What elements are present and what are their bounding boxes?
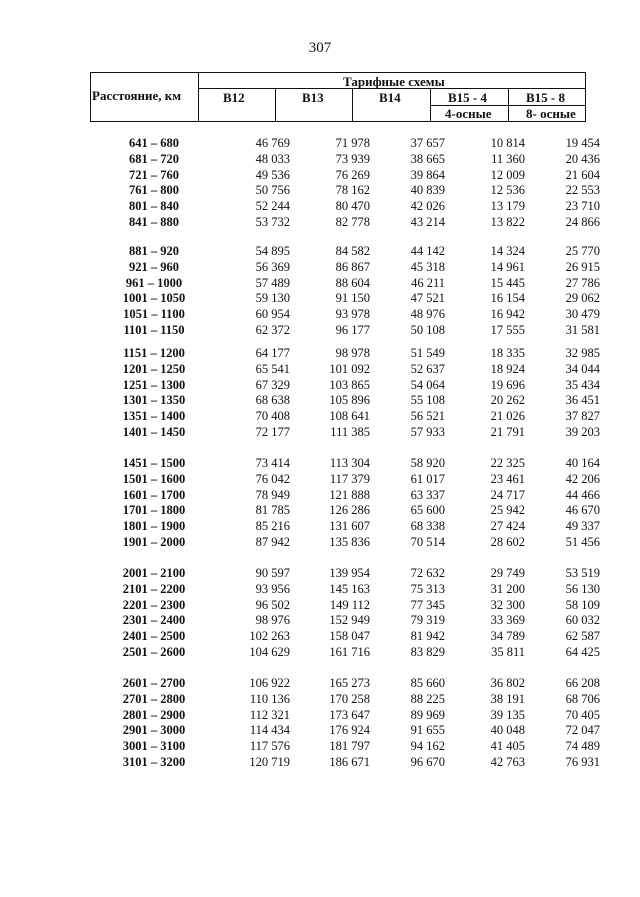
b14-cell: 43 214 [410, 214, 445, 229]
distance-cell: 1201 – 1250 [122, 361, 186, 376]
b12-cell: 106 922 [249, 676, 290, 690]
distance-cell: 2301 – 2400 [122, 613, 186, 628]
b12-cell: 54 895 [255, 244, 290, 258]
b15-8-cell: 23 710 [565, 199, 600, 214]
b12-cell: 93 956 [255, 581, 290, 596]
b12-cell: 70 408 [255, 409, 290, 424]
b14-cell: 68 338 [410, 519, 445, 534]
b14-cell: 54 064 [410, 377, 445, 392]
table-row [90, 613, 600, 629]
b12-cell: 57 489 [255, 275, 290, 290]
b14-cell: 81 942 [410, 629, 445, 644]
b15-4-cell: 24 717 [490, 487, 525, 502]
b15-4-cell: 14 961 [490, 259, 525, 274]
table-row [90, 307, 600, 323]
table-row [90, 183, 600, 199]
b13-cell: 161 716 [329, 644, 370, 659]
b15-4-cell: 12 536 [490, 183, 525, 198]
b15-8-cell: 31 581 [565, 322, 600, 337]
distance-cell: 681 – 720 [129, 151, 179, 166]
b15-4-cell: 10 814 [490, 136, 525, 150]
table-row [90, 456, 600, 472]
b15-8-cell: 21 604 [565, 167, 600, 182]
table-row [90, 346, 600, 362]
distance-cell: 3101 – 3200 [122, 754, 186, 769]
table-row [90, 152, 600, 168]
b14-cell: 47 521 [410, 291, 445, 306]
distance-cell: 1901 – 2000 [122, 534, 186, 549]
table-row [90, 723, 600, 739]
b15-4-cell: 33 369 [490, 613, 525, 628]
b14-cell: 63 337 [410, 487, 445, 502]
distance-cell: 2101 – 2200 [122, 581, 186, 596]
b12-cell: 104 629 [249, 644, 290, 659]
b15-8-cell: 66 208 [565, 676, 600, 690]
distance-cell: 1051 – 1100 [123, 307, 185, 322]
table-row [90, 708, 600, 724]
table-row [90, 566, 600, 582]
b13-cell: 158 047 [329, 629, 370, 644]
distance-cell: 2901 – 3000 [122, 723, 186, 738]
b13-cell: 82 778 [335, 214, 370, 229]
distance-cell: 841 – 880 [129, 214, 179, 229]
table-row [90, 260, 600, 276]
b15-8-cell: 35 434 [565, 377, 600, 392]
b15-4-cell: 35 811 [491, 644, 525, 659]
b12-cell: 98 976 [255, 613, 290, 628]
b15-8-cell: 44 466 [565, 487, 600, 502]
b15-4-cell: 18 924 [490, 361, 525, 376]
b13-header: В13 [302, 90, 324, 105]
table-row [90, 692, 600, 708]
b15-4-cell: 21 026 [490, 409, 525, 424]
b15-4-subheader: 4-осные [445, 106, 492, 121]
b15-8-cell: 25 770 [565, 244, 600, 258]
b12-cell: 49 536 [255, 167, 290, 182]
b15-8-cell: 49 337 [565, 519, 600, 534]
distance-cell: 641 – 680 [129, 136, 179, 150]
b15-4-cell: 40 048 [490, 723, 525, 738]
b15-4-cell: 34 789 [490, 629, 525, 644]
table-row [90, 168, 600, 184]
b15-8-cell: 29 062 [565, 291, 600, 306]
b13-cell: 149 112 [329, 597, 370, 612]
b12-cell: 60 954 [255, 307, 290, 322]
distance-cell: 1601 – 1700 [122, 487, 186, 502]
b15-4-cell: 28 602 [490, 534, 525, 549]
b14-cell: 77 345 [410, 597, 445, 612]
b15-4-cell: 20 262 [490, 393, 525, 408]
b13-cell: 131 607 [329, 519, 370, 534]
table-row [90, 244, 600, 260]
b15-8-header: В15 - 8 [526, 90, 565, 105]
b15-4-cell: 17 555 [490, 322, 525, 337]
distance-cell: 2701 – 2800 [122, 691, 186, 706]
b14-cell: 52 637 [410, 361, 445, 376]
b15-8-cell: 51 456 [565, 534, 600, 549]
distance-cell: 721 – 760 [129, 167, 179, 182]
b14-cell: 94 162 [410, 739, 445, 754]
b14-cell: 55 108 [410, 393, 445, 408]
b12-cell: 102 263 [249, 629, 290, 644]
b15-4-cell: 11 360 [491, 151, 525, 166]
b14-cell: 46 211 [411, 275, 445, 290]
b15-8-cell: 26 915 [565, 259, 600, 274]
distance-cell: 2401 – 2500 [122, 629, 186, 644]
distance-cell: 1351 – 1400 [122, 409, 186, 424]
distance-cell: 921 – 960 [129, 259, 179, 274]
distance-cell: 1451 – 1500 [122, 456, 186, 470]
b12-cell: 110 136 [249, 691, 290, 706]
b12-cell: 46 769 [255, 136, 290, 150]
b12-cell: 59 130 [255, 291, 290, 306]
b15-8-cell: 24 866 [565, 214, 600, 229]
b15-8-cell: 32 985 [565, 346, 600, 360]
distance-cell: 3001 – 3100 [122, 739, 186, 754]
b14-cell: 91 655 [410, 723, 445, 738]
b15-4-cell: 29 749 [490, 566, 525, 580]
distance-cell: 2801 – 2900 [122, 707, 186, 722]
b12-cell: 65 541 [255, 361, 290, 376]
b15-4-cell: 23 461 [490, 471, 525, 486]
b12-cell: 114 434 [249, 723, 290, 738]
b15-8-cell: 74 489 [565, 739, 600, 754]
b14-cell: 40 839 [410, 183, 445, 198]
b13-cell: 117 379 [329, 471, 370, 486]
distance-cell: 1001 – 1050 [122, 291, 186, 306]
table-row [90, 535, 600, 551]
distance-cell: 2201 – 2300 [122, 597, 186, 612]
distance-cell: 1151 – 1200 [123, 346, 185, 360]
b14-cell: 57 933 [410, 424, 445, 439]
b15-8-cell: 27 786 [565, 275, 600, 290]
b12-cell: 112 321 [249, 707, 290, 722]
b12-cell: 62 372 [255, 322, 290, 337]
header-divider-b13 [352, 88, 353, 122]
b14-cell: 85 660 [410, 676, 445, 690]
b13-cell: 108 641 [329, 409, 370, 424]
b12-cell: 90 597 [255, 566, 290, 580]
schemes-header: Тарифные схемы [343, 74, 445, 89]
table-row [90, 199, 600, 215]
b15-4-cell: 15 445 [490, 275, 525, 290]
b15-8-cell: 22 553 [565, 183, 600, 198]
b15-4-cell: 41 405 [490, 739, 525, 754]
b13-cell: 71 978 [335, 136, 370, 150]
row-group [90, 456, 600, 551]
b13-cell: 73 939 [335, 151, 370, 166]
b12-cell: 87 942 [255, 534, 290, 549]
b15-4-header: В15 - 4 [448, 90, 487, 105]
b12-cell: 120 719 [249, 754, 290, 769]
b15-4-cell: 16 942 [490, 307, 525, 322]
table-row [90, 425, 600, 441]
b12-cell: 85 216 [255, 519, 290, 534]
b14-cell: 42 026 [410, 199, 445, 214]
b12-cell: 67 329 [255, 377, 290, 392]
b13-cell: 113 304 [329, 456, 370, 470]
b14-cell: 39 864 [410, 167, 445, 182]
header-divider-b12 [275, 88, 276, 122]
b15-4-cell: 27 424 [490, 519, 525, 534]
b15-8-cell: 20 436 [565, 151, 600, 166]
row-group [90, 244, 600, 339]
distance-cell: 1701 – 1800 [122, 503, 186, 518]
b15-4-cell: 36 802 [490, 676, 525, 690]
b13-cell: 76 269 [335, 167, 370, 182]
b13-cell: 186 671 [329, 754, 370, 769]
b14-cell: 51 549 [410, 346, 445, 360]
b15-8-cell: 42 206 [565, 471, 600, 486]
b15-4-cell: 13 179 [490, 199, 525, 214]
table-row [90, 598, 600, 614]
row-group [90, 566, 600, 661]
table-row [90, 739, 600, 755]
b14-cell: 89 969 [410, 707, 445, 722]
b15-8-cell: 36 451 [565, 393, 600, 408]
b14-cell: 83 829 [410, 644, 445, 659]
b13-cell: 173 647 [329, 707, 370, 722]
distance-cell: 1801 – 1900 [122, 519, 186, 534]
row-group [90, 676, 600, 771]
b15-8-cell: 70 405 [565, 707, 600, 722]
table-row [90, 323, 600, 339]
distance-cell: 881 – 920 [129, 244, 179, 258]
b15-8-cell: 37 827 [565, 409, 600, 424]
b15-4-cell: 12 009 [490, 167, 525, 182]
b14-cell: 75 313 [410, 581, 445, 596]
b12-cell: 117 576 [249, 739, 290, 754]
b15-8-cell: 40 164 [565, 456, 600, 470]
distance-cell: 2001 – 2100 [122, 566, 186, 580]
header-bottom-border [90, 121, 586, 122]
b12-cell: 64 177 [255, 346, 290, 360]
table-row [90, 676, 600, 692]
b14-cell: 37 657 [410, 136, 445, 150]
b15-8-cell: 62 587 [565, 629, 600, 644]
b12-cell: 78 949 [255, 487, 290, 502]
b14-cell: 79 319 [410, 613, 445, 628]
b13-cell: 105 896 [329, 393, 370, 408]
b13-cell: 152 949 [329, 613, 370, 628]
b13-cell: 86 867 [335, 259, 370, 274]
b15-4-cell: 19 696 [490, 377, 525, 392]
table-row [90, 629, 600, 645]
b15-8-cell: 53 519 [565, 566, 600, 580]
b15-8-cell: 34 044 [565, 361, 600, 376]
b12-header: В12 [223, 90, 245, 105]
distance-cell: 1101 – 1150 [123, 322, 185, 337]
header-left-border [90, 72, 91, 122]
b13-cell: 135 836 [329, 534, 370, 549]
b15-4-cell: 25 942 [490, 503, 525, 518]
b12-cell: 50 756 [255, 183, 290, 198]
b14-cell: 56 521 [410, 409, 445, 424]
b15-4-cell: 21 791 [490, 424, 525, 439]
b13-cell: 181 797 [329, 739, 370, 754]
b14-header: В14 [379, 90, 401, 105]
b13-cell: 80 470 [335, 199, 370, 214]
page-number: 307 [308, 40, 332, 56]
b15-8-subheader: 8- осные [526, 106, 576, 121]
b15-8-cell: 58 109 [565, 597, 600, 612]
b15-4-cell: 22 325 [490, 456, 525, 470]
b15-8-cell: 68 706 [565, 691, 600, 706]
distance-cell: 2501 – 2600 [122, 644, 186, 659]
table-row [90, 582, 600, 598]
b14-cell: 50 108 [410, 322, 445, 337]
b15-4-cell: 38 191 [490, 691, 525, 706]
table-row [90, 755, 600, 771]
b14-cell: 38 665 [410, 151, 445, 166]
b13-cell: 93 978 [335, 307, 370, 322]
b15-8-cell: 46 670 [565, 503, 600, 518]
b12-cell: 56 369 [255, 259, 290, 274]
header-top-border [90, 72, 586, 73]
table-row [90, 503, 600, 519]
distance-cell: 1401 – 1450 [122, 424, 186, 439]
b14-cell: 48 976 [410, 307, 445, 322]
header-divider-distance [198, 72, 199, 122]
table-row [90, 472, 600, 488]
b15-8-cell: 39 203 [565, 424, 600, 439]
b15-4-cell: 31 200 [490, 581, 525, 596]
distance-cell: 1501 – 1600 [122, 471, 186, 486]
b15-4-cell: 16 154 [490, 291, 525, 306]
b13-cell: 165 273 [329, 676, 370, 690]
b14-cell: 88 225 [410, 691, 445, 706]
b13-cell: 170 258 [329, 691, 370, 706]
b12-cell: 96 502 [255, 597, 290, 612]
b12-cell: 52 244 [255, 199, 290, 214]
b14-cell: 70 514 [410, 534, 445, 549]
b12-cell: 48 033 [255, 151, 290, 166]
b15-4-cell: 18 335 [490, 346, 525, 360]
b15-4-cell: 42 763 [490, 754, 525, 769]
b15-4-cell: 14 324 [490, 244, 525, 258]
b15-8-cell: 19 454 [565, 136, 600, 150]
distance-cell: 2601 – 2700 [122, 676, 186, 690]
b15-4-cell: 39 135 [490, 707, 525, 722]
header-right-border [585, 72, 586, 122]
b13-cell: 111 385 [330, 424, 370, 439]
b14-cell: 44 142 [410, 244, 445, 258]
b15-4-cell: 32 300 [490, 597, 525, 612]
b13-cell: 176 924 [329, 723, 370, 738]
b15-8-cell: 64 425 [565, 644, 600, 659]
b14-cell: 58 920 [410, 456, 445, 470]
b13-cell: 91 150 [335, 291, 370, 306]
table-row [90, 136, 600, 152]
b13-cell: 78 162 [335, 183, 370, 198]
b12-cell: 81 785 [255, 503, 290, 518]
table-row [90, 276, 600, 292]
table-row [90, 362, 600, 378]
distance-header: Расстояние, км [92, 88, 182, 103]
b13-cell: 139 954 [329, 566, 370, 580]
b15-8-cell: 56 130 [565, 581, 600, 596]
b15-8-cell: 72 047 [565, 723, 600, 738]
table-row [90, 409, 600, 425]
row-group [90, 136, 600, 231]
b15-8-cell: 60 032 [565, 613, 600, 628]
b13-cell: 84 582 [335, 244, 370, 258]
b14-cell: 61 017 [410, 471, 445, 486]
distance-cell: 801 – 840 [129, 199, 179, 214]
table-row [90, 378, 600, 394]
table-row [90, 645, 600, 661]
b13-cell: 126 286 [329, 503, 370, 518]
b12-cell: 68 638 [255, 393, 290, 408]
b12-cell: 73 414 [255, 456, 290, 470]
b14-cell: 72 632 [410, 566, 445, 580]
b14-cell: 45 318 [410, 259, 445, 274]
table-row [90, 488, 600, 504]
distance-cell: 961 – 1000 [125, 275, 183, 290]
b13-cell: 98 978 [335, 346, 370, 360]
b14-cell: 65 600 [410, 503, 445, 518]
table-row [90, 393, 600, 409]
b14-cell: 96 670 [410, 754, 445, 769]
b13-cell: 121 888 [329, 487, 370, 502]
b13-cell: 101 092 [329, 361, 370, 376]
distance-cell: 761 – 800 [129, 183, 179, 198]
b12-cell: 53 732 [255, 214, 290, 229]
b12-cell: 76 042 [255, 471, 290, 486]
b15-4-cell: 13 822 [490, 214, 525, 229]
table-row [90, 291, 600, 307]
distance-cell: 1251 – 1300 [122, 377, 186, 392]
b12-cell: 72 177 [255, 424, 290, 439]
b15-8-cell: 76 931 [565, 754, 600, 769]
b13-cell: 145 163 [329, 581, 370, 596]
row-group [90, 346, 600, 441]
table-row [90, 519, 600, 535]
table-header [90, 72, 586, 122]
distance-cell: 1301 – 1350 [122, 393, 186, 408]
b13-cell: 103 865 [329, 377, 370, 392]
table-row [90, 215, 600, 231]
b13-cell: 96 177 [335, 322, 370, 337]
b13-cell: 88 604 [335, 275, 370, 290]
b15-8-cell: 30 479 [565, 307, 600, 322]
